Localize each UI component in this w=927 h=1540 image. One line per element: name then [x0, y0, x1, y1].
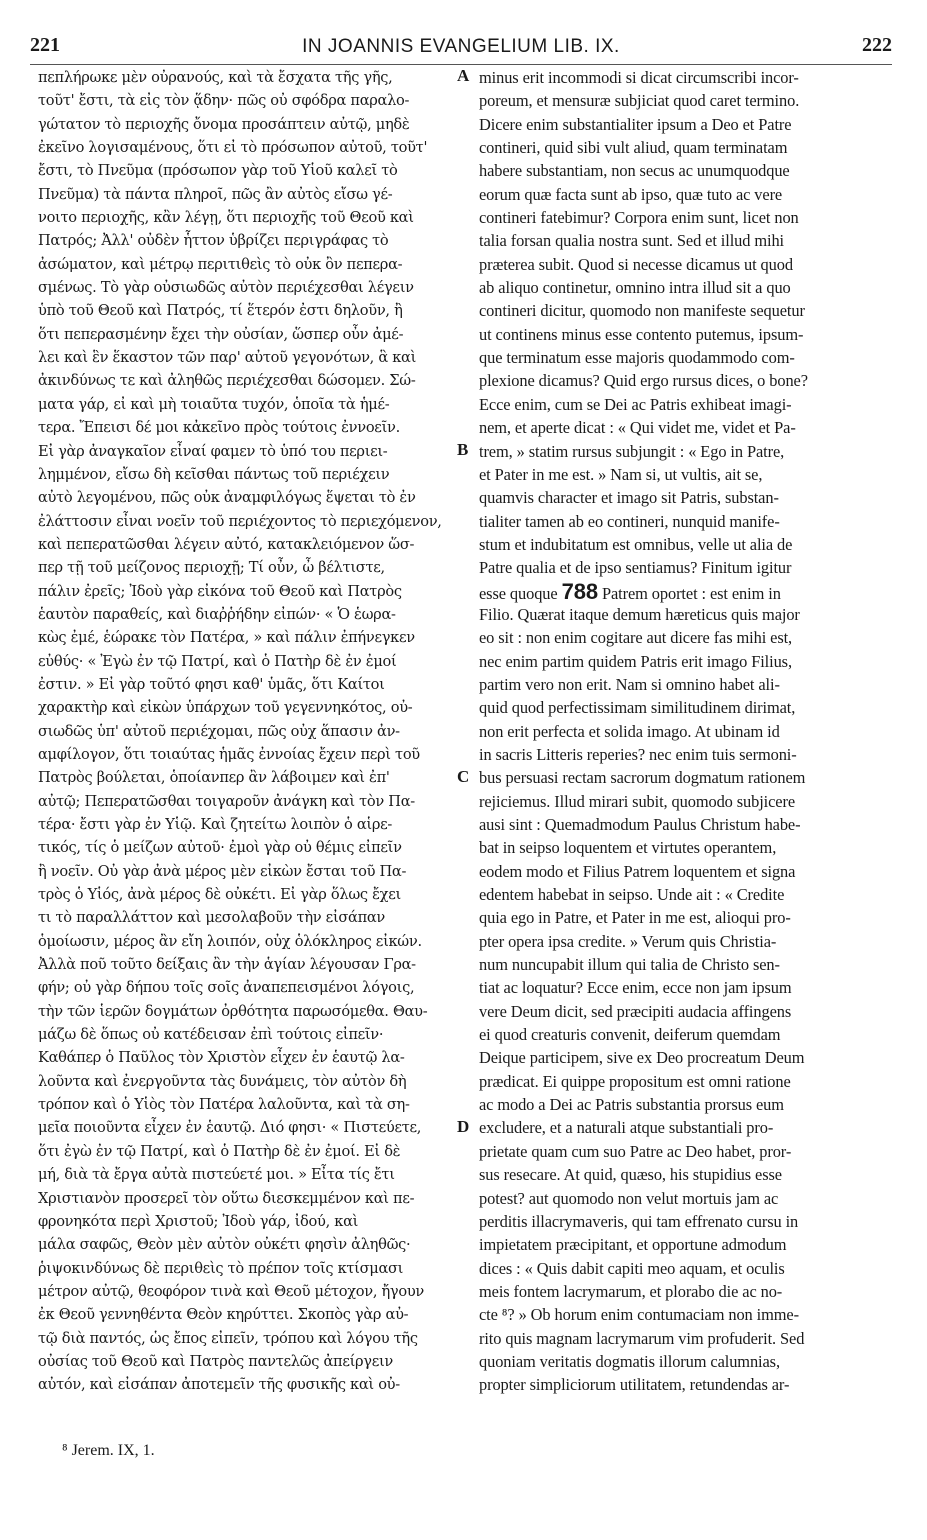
latin-text-line: plexione dicamus? Quid ergo rursus dices, o bone? [479, 371, 808, 391]
greek-text-line: αὐτόν, καὶ εἰσάπαν ἀποτεμεῖν τῆς φυσικῆς καὶ οὐ- [38, 1376, 400, 1394]
greek-text-line: τικός, τίς ὁ μείζων αὐτοῦ· ἐμοὶ γὰρ οὐ θέμις εἰπεῖν [38, 839, 402, 857]
greek-column [38, 66, 450, 1397]
latin-text-line: eo sit : non enim cogitare aut dicere fas mihi est, [479, 628, 793, 648]
latin-text-line: contineri dicitur, quomodo non manifeste sequetur [479, 301, 805, 321]
greek-text-line: αὐτὸ λεγομένου, πῶς οὐκ ἀναμφιλόγως ἕψεται τὸ ἐν [38, 489, 416, 507]
latin-text-line: eodem modo et Filius Patrem loquentem et signa [479, 861, 796, 881]
latin-text-line: non erit perfecta et solida imago. At ubinam id [479, 721, 780, 741]
greek-text-line: τὴν τῶν ἱερῶν δογμάτων ὀρθότητα παρωσόμεθα. Θαυ- [38, 1002, 428, 1020]
latin-text-line: vere Deum dicit, sed præcipiti audacia affingens [479, 1001, 792, 1021]
folio-number: 788 [561, 579, 598, 603]
latin-text-line: nec enim partim quidem Patris erit imago Filius, [479, 651, 792, 671]
latin-text-line: Ecce enim, cum se Dei ac Patris exhibeat imagi- [479, 394, 792, 414]
latin-text-line: dices : « Quis dabit capiti meo aquam, et oculis [479, 1258, 785, 1278]
greek-text-line: τι τὸ παραλλάττον καὶ μεσολαβοῦν τὴν εἰσάπαν [38, 909, 385, 927]
footnote: ⁸ Jerem. IX, 1. [62, 1442, 155, 1459]
greek-text-line: οὐσίας τοῦ Θεοῦ καὶ Πατρὸς παντελῶς ἀπείργειν [38, 1352, 393, 1370]
latin-text-line: cte ⁸? » Ob horum enim contumaciam non imme- [479, 1305, 799, 1325]
latin-text-line: trem, » statim rursus subjungit : « Ego in Patre, [479, 441, 785, 461]
greek-text-line: λοῦντα καὶ ἐνεργοῦντα τὰς δυνάμεις, τὸν αὐτὸν δὴ [38, 1072, 407, 1090]
greek-text-line: ὅτι ἐγὼ ἐν τῷ Πατρί, καὶ ὁ Πατὴρ δὲ ἐν ἐμοί. Εἰ δὲ [38, 1142, 401, 1160]
greek-text-line: Εἰ γὰρ ἀναγκαῖον εἶναί φαμεν τὸ ὑπό του περιει- [38, 442, 388, 460]
latin-text-line: præterea subit. Quod si necesse dicamus ut quod [479, 254, 793, 274]
greek-text-line: καὶ πεπερατῶσθαι λέγειν αὐτό, κατακλειόμενον ὥσ- [38, 535, 415, 553]
latin-text-line: ut continens minus esse contento putemus, ipsum- [479, 324, 804, 344]
greek-text-line: Πατρὸς βούλεται, ὁποίανπερ ἂν λάβοιμεν καὶ ἐπ' [38, 769, 390, 787]
greek-text-line: μάζω δὲ ὅπως οὐ κατέδεισαν ἐπὶ τούτοις εἰπεῖν· [38, 1026, 384, 1044]
greek-text-line: τρὸς ὁ Υἱός, ἀνὰ μέρος δὲ οὐκέτι. Εἰ γὰρ ὅλως ἔχει [38, 886, 401, 904]
greek-text-line: ἐκ Θεοῦ γεννηθέντα Θεὸν κηρύττει. Σκοπὸς γὰρ αὐ- [38, 1306, 409, 1324]
latin-text-line: contineri fatebimur? Corpora enim sunt, licet non [479, 208, 799, 228]
greek-text-line: εὐθύς· « Ἐγὼ ἐν τῷ Πατρί, καὶ ὁ Πατὴρ δὲ ἐν ἐμοί [38, 652, 397, 670]
greek-text-line: μή, διὰ τὰ ἔργα αὐτὰ πιστεύετέ μοι. » Εἶτα τίς ἔτι [38, 1166, 395, 1184]
greek-text-line: φήν; οὐ γὰρ δήπου τοῖς σοῖς ἀναπεπεισμένοι λόγοις, [38, 979, 415, 997]
greek-text-line: σιωδῶς ὑπ' αὐτοῦ περιέχομαι, πῶς οὐχ ἅπασιν ἀν- [38, 722, 400, 740]
greek-text-line: λει καὶ ἓν ἕκαστον τῶν παρ' αὐτοῦ γεγονότων, ἃ καὶ [38, 349, 417, 367]
latin-text-line: quid quod perfectissimam similitudinem dirimat, [479, 698, 796, 718]
latin-text-line: habere substantiam, non secus ac unumquodque [479, 161, 790, 181]
greek-text-line: ὁμοίωσιν, μέρος ἂν εἴη λοιπόν, οὐχ ὁλόκληρος εἰκών. [38, 932, 422, 950]
greek-text-line: νοιτο περιοχῆς, κἂν λέγῃ, ὅτι περιοχῆς τοῦ Θεοῦ καὶ [38, 209, 414, 227]
latin-text-line: nem, et aperte dicat : « Qui videt me, videt et Pa- [479, 418, 796, 438]
latin-text-line: contineri, quid sibi vult aliud, quam terminatam [479, 138, 788, 158]
section-marker-a: A [457, 66, 470, 85]
greek-text-line: λημμένον, εἴσω δὴ κεῖσθαι πάντως τοῦ περιέχειν [38, 465, 390, 483]
latin-line-text: Patrem oportet : est enim in [601, 583, 781, 603]
latin-text-line: ausi sint : Quemadmodum Paulus Christum habe- [479, 815, 801, 834]
greek-text-line: ἀκινδύνως τε καὶ ἀληθῶς περιέχεσθαι δώσομεν. Σώ- [38, 372, 416, 390]
greek-text-line: τέρα· ἔστι γὰρ ἐν Υἱῷ. Καὶ ζητείτω λοιπὸν ὁ αἱρε- [38, 816, 393, 833]
greek-text-line: χαρακτὴρ καὶ εἰκὼν ὑπάρχων τοῦ γεγεννηκότος, οὐ- [38, 699, 413, 717]
latin-text-line: Deique participem, sive ex Deo procreatum Deum [479, 1048, 805, 1068]
latin-text-line: et Pater in me est. » Nam si, ut vultis, ait se, [479, 464, 763, 484]
latin-text-line: impietatem præcipitant, et opportune admodum [479, 1235, 787, 1255]
latin-line-text: esse quoque [479, 583, 558, 603]
latin-text-line: stum et indubitatum est omnibus, velle ut alia de [479, 534, 793, 554]
greek-text-line: ἑαυτὸν παραθείς, καὶ διαῤῥήδην εἰπών· « Ὁ ἑωρα- [38, 605, 396, 623]
latin-text-line: rejiciemus. Illud mirari subit, quomodo subjicere [479, 791, 796, 811]
latin-text-line: prietate quam cum suo Patre ac Deo habet, pror- [479, 1141, 792, 1161]
latin-text-line: sus resecare. At quid, quæso, his stupidius esse [479, 1165, 782, 1185]
latin-text-line: quia ego in Patre, et Pater in me est, alioqui pro- [479, 908, 791, 928]
greek-text-line: ἐκεῖνο λογισαμένους, ὅτι εἰ τὸ πρόσωπον αὐτοῦ, τοῦτ' [38, 139, 428, 157]
greek-text-line: ἀσώματον, καὶ μέτρῳ περιτιθεὶς τὸ οὐκ ὂν πεπερα- [38, 255, 403, 273]
greek-text-line: μέτρον αὐτῷ, θεοφόρον τινὰ καὶ Θεοῦ μέτοχον, ἤγουν [38, 1282, 424, 1300]
section-marker-c: C [457, 767, 470, 786]
latin-text-line: pter opera ipsa credite. » Verum quis Christia- [479, 931, 777, 951]
greek-text-line: τερα. Ἔπεισι δέ μοι κἀκεῖνο πρὸς τούτοις ἐννοεῖν. [38, 419, 400, 437]
greek-text-line: ἢ νοεῖν. Οὐ γὰρ ἀνὰ μέρος μὲν εἰκὼν ἔσται τοῦ Πα- [38, 862, 407, 880]
latin-text-line: perditis illacrymaveris, qui tam effrenato cursu in [479, 1211, 799, 1231]
greek-text-line: ἐλάττοσιν εἶναι νοεῖν τοῦ περιέχοντος τὸ περιεχόμενον, [38, 512, 442, 530]
greek-text-line: αὐτῷ; Πεπερατῶσθαι τοιγαροῦν ἀνάγκη καὶ τὸν Πα- [38, 792, 415, 810]
greek-text-line: γώτατον τὸ περιοχῆς ὄνομα προσάπτειν αὐτῷ, μηδὲ [38, 115, 410, 133]
page-header [30, 34, 892, 64]
latin-line-with-folio [479, 580, 893, 603]
latin-column [479, 66, 893, 1397]
greek-text-line: φρονηκότα περὶ Χριστοῦ; Ἰδοὺ γάρ, ἰδού, καὶ [38, 1212, 359, 1230]
latin-text-line: tiat ac loquatur? Ecce enim, ecce non jam ipsum [479, 978, 792, 998]
page-number-right: 222 [862, 34, 892, 56]
greek-text-line: Χριστιανὸν προσερεῖ τὸν οὕτω διεσκεμμένον καὶ πε- [38, 1189, 415, 1207]
greek-text-line: ματα γάρ, εἰ καὶ μὴ τοιαῦτα τυχόν, ὁποῖα τὰ ἡμέ- [38, 395, 390, 413]
greek-text-line: μεῖα ποιοῦντα εἶχεν ἐν ἑαυτῷ. Διό φησι· « Πιστεύετε, [38, 1119, 422, 1137]
greek-text-line: πάλιν ἐρεῖς; Ἰδοὺ γὰρ εἰκόνα τοῦ Θεοῦ καὶ Πατρὸς [38, 582, 402, 600]
latin-text-line: ac modo a Dei ac Patris substantia prorsus eum [479, 1095, 784, 1115]
latin-text-line: eorum quæ facta sunt ab ipso, quæ tuto ac vere [479, 184, 783, 204]
latin-text-line: edentem habebat in seipso. Unde ait : « Credite [479, 885, 785, 905]
greek-text-line: Πνεῦμα) τὰ πάντα πληροῖ, πῶς ἂν αὐτὸς εἴσω γέ- [38, 185, 393, 203]
latin-text-line: quamvis character et imago sit Patris, substan- [479, 488, 779, 508]
greek-text-line: ἐστιν. » Εἰ γὰρ τοῦτό φησι καθ' ὑμᾶς, ὅτι Καίτοι [38, 675, 385, 693]
greek-text-line: τρόπον καὶ ὁ Υἱὸς τὸν Πατέρα λαλοῦντα, καὶ τὰ ση- [38, 1096, 410, 1114]
greek-text-line: κὼς ἐμέ, ἑώρακε τὸν Πατέρα, » καὶ πάλιν ἐπήνεγκεν [38, 629, 415, 647]
latin-text-line: tialiter tamen ab eo contineri, nunquid manife- [479, 511, 780, 531]
latin-text-line: Dicere enim substantialiter ipsum a Deo et Patre [479, 114, 792, 134]
latin-text-line: meis fontem lacrymarum, et plorabo die ac no- [479, 1281, 783, 1301]
running-title: IN JOANNIS EVANGELIUM LIB. IX. [302, 36, 620, 57]
greek-text-line: πεπλήρωκε μὲν οὐρανούς, καὶ τὰ ἔσχατα τῆς γῆς, [38, 69, 393, 86]
latin-text-line: num nuncupabit illum qui talia de Christo sen- [479, 955, 780, 975]
greek-text-line: μάλα σαφῶς, Θεὸν μὲν αὐτὸν οὐκέτι φησὶν ἀληθῶς· [38, 1236, 411, 1254]
section-marker-b: B [457, 440, 469, 459]
latin-text-line: propter simpliciorum utilitatem, retundendas ar- [479, 1375, 790, 1395]
latin-text-line: ab aliquo continetur, omnino intra illud sit a quo [479, 278, 791, 298]
greek-text-line: τῷ διὰ παντός, ὡς ἔπος εἰπεῖν, τρόπου καὶ λόγου τῆς [38, 1329, 418, 1347]
header-rule [30, 64, 892, 65]
latin-text-line: rito quis magnam lacrymarum vim profuderit. Sed [479, 1328, 805, 1348]
latin-text-line: ei quod creaturis convenit, deiferum quemdam [479, 1025, 781, 1045]
greek-text-line: Ἀλλὰ ποῦ τοῦτο δείξαις ἂν τὴν ἁγίαν λέγουσαν Γρα- [38, 956, 416, 974]
greek-text-line: τοῦτ' ἔστι, τὰ εἰς τὸν ᾅδην· πῶς οὐ σφόδρα παραλο- [38, 92, 410, 110]
latin-text-line: quoniam veritatis dogmatis illorum calumnias, [479, 1351, 780, 1371]
latin-text-line: poreum, et mensuræ subjiciat quod caret termino. [479, 91, 800, 111]
greek-text-line: σμένως. Τὸ γὰρ οὐσιωδῶς αὐτὸν περιέχεσθαι λέγειν [38, 279, 414, 297]
latin-text-line: potest? aut quomodo non velut mortuis jam ac [479, 1188, 779, 1208]
latin-text-line: talia forsan qualia nostra sunt. Sed et illud mihi [479, 231, 784, 251]
latin-text-line: bus persuasi rectam sacrorum dogmatum rationem [479, 768, 806, 788]
latin-text-line: prædicat. Ei quippe propositum est omni ratione [479, 1071, 791, 1091]
latin-text-line: Filio. Quærat itaque demum hæreticus quis major [479, 604, 800, 624]
latin-text-line: bat in seipso loquentem et virtutes operantem, [479, 838, 777, 858]
greek-text-line: ὅτι πεπερασμένην ἔχει τὴν οὐσίαν, ὥσπερ οὖν ἀμέ- [38, 325, 404, 343]
latin-text-line: in sacris Litteris reperies? nec enim tuis sermoni- [479, 744, 797, 764]
latin-text-line: partim vero non erit. Nam si omnino habet ali- [479, 674, 780, 694]
latin-text-line: que terminatum esse majoris quodammodo com- [479, 348, 795, 368]
page-number-left: 221 [30, 34, 60, 56]
greek-text-line: περ τῇ τοῦ μείζονος περιοχῇ; Τί οὖν, ὦ βέλτιστε, [38, 559, 385, 577]
latin-text-line: Patre qualia et de ipso sentiamus? Finitum igitur [479, 558, 792, 578]
latin-text-line: excludere, et a naturali atque substantiali pro- [479, 1118, 774, 1138]
greek-text-line: Καθάπερ ὁ Παῦλος τὸν Χριστὸν εἶχεν ἐν ἑαυτῷ λα- [38, 1049, 405, 1067]
greek-text-line: ἔστι, τὸ Πνεῦμα (πρόσωπον γὰρ τοῦ Υἱοῦ καλεῖ τὸ [38, 162, 398, 180]
latin-text-line: minus erit incommodi si dicat circumscribi incor- [479, 68, 799, 87]
greek-text-line: αμφίλογον, ὅτι τοιαύτας ἡμᾶς ἐννοίας ἔχειν περὶ τοῦ [38, 745, 420, 763]
section-marker-d: D [457, 1117, 470, 1136]
greek-text-line: ῥιψοκινδύνως δὲ περιθεὶς τὸ πρέπον τοῖς κτίσμασι [38, 1259, 404, 1277]
greek-text-line: ὑπὸ τοῦ Θεοῦ καὶ Πατρός, τί ἕτερόν ἐστι δηλοῦν, ἢ [38, 302, 403, 320]
greek-text-line: Πατρός; Ἀλλ' οὐδὲν ἧττον ὑβρίζει περιγράφας τὸ [38, 232, 389, 250]
